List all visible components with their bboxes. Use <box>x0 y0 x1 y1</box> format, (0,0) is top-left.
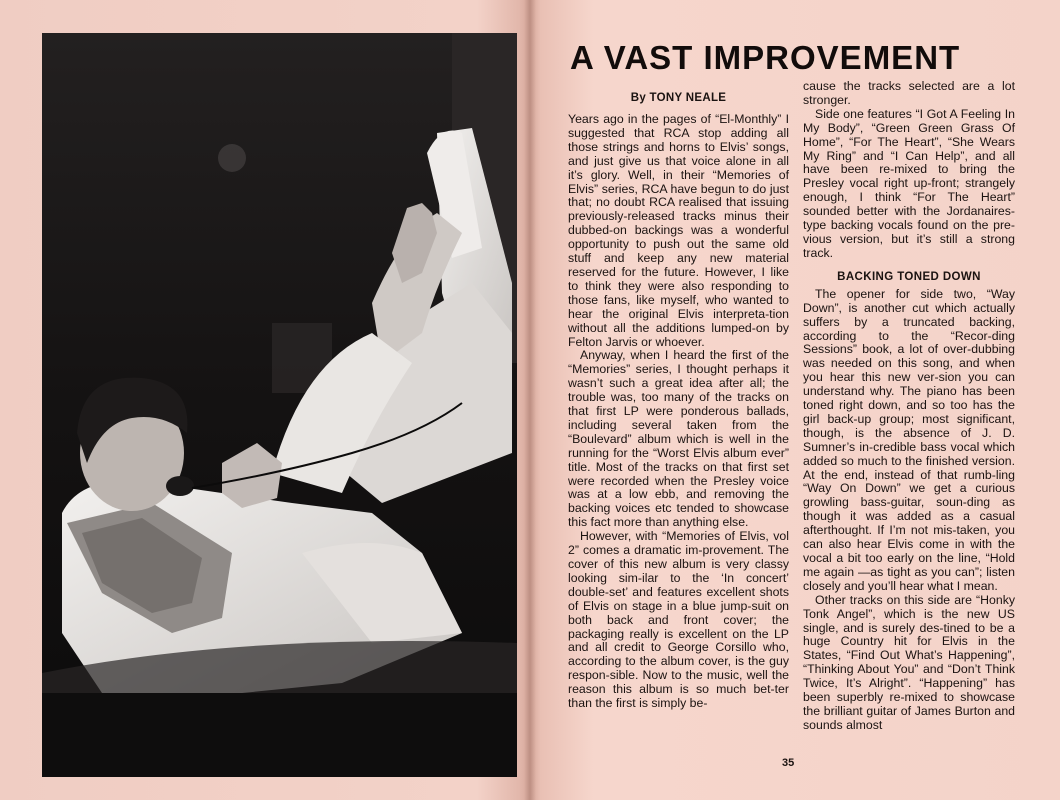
page-number: 35 <box>782 757 795 769</box>
paragraph: Anyway, when I heard the first of the “Memories” series, I thought perhaps it wasn’t such a great idea after all; the trouble was, too many of the tracks on that first LP were ponderous ballads, including several taken from the “Boulevard” album which is well in the running for the “Worst Elvis album ever” title. Most of the tracks on that first set were recorded when the Presley voice was at a low ebb, and removing the backing voices etc tended to showcase this fact more than anything else. <box>568 348 789 530</box>
page-gutter <box>524 0 536 800</box>
paragraph-continued: cause the tracks selected are a lot stronger. <box>803 79 1015 107</box>
paragraph: However, with “Memories of Elvis, vol 2” comes a dramatic im-provement. The cover of this new album is very classy looking sim-ilar to the ‘In concert’ double-set’ and features excellent shots of Elvis on stage in a blue jump-suit on both back and front cover; the packaging really is excellent on the LP and all credit to George Corsillo who, according to the album cover, is the guy respon-sible. Now to the music, well the reason this album is so much bet-ter than the first is simply be- <box>568 529 789 711</box>
photo-performer-with-microphone <box>42 33 517 777</box>
article-column-1 <box>568 90 789 711</box>
article-subhead: BACKING TONED DOWN <box>837 270 981 283</box>
article-byline: By TONY NEALE <box>630 92 727 104</box>
article-headline: A VAST IMPROVEMENT <box>570 39 961 76</box>
paragraph: The opener for side two, “Way Down”, is another cut which actually suffers by a truncated backing, according to the “Recor-ding Sessions” book, a lot of over-dubbing was needed on this song, and when you hear this new ver-sion you can understand why. The piano has been toned right down, and so too has the girl back-up group; most significant, though, is the absence of J. D. Sumner’s in-credible bass vocal which added so much to the finished version. At the end, instead of that rumb-ling “Way On Down” we get a curious growling bass-guitar, soun-ding as though it was added as a casual afterthought. If I’m not mis-taken, you can also hear Elvis come in with the vocal a bit too early on the line, “Hold me again —as tight as you can”; listen closely and you’ll hear what I mean. <box>803 286 1015 593</box>
paragraph: Side one features “I Got A Feeling In My Body”, “Green Green Grass Of Home”, “For The Heart”, “She Wears My Ring” and “I Can Help”, and all have been re-mixed to bring the Presley vocal right up-front; strangely enough, I think “For The Heart” sounded better with the Jordanaires-type backing vocals found on the pre-vious version, but it’s still a strong track. <box>803 106 1015 260</box>
article-column-2 <box>803 80 1015 733</box>
paragraph: Other tracks on this side are “Honky Tonk Angel”, which is the new US single, and is surely des-tined to be a huge Country hit for Elvis in the States, “Find Out What’s Happening”, “Thinking About You” and “Don’t Think Twice, It’s Alright”. “Happening” has been superbly re-mixed to showcase the brilliant guitar of James Burton and sounds almost <box>803 592 1015 732</box>
paragraph: Years ago in the pages of “El-Monthly” I suggested that RCA stop adding all those strings and horns to Elvis’ songs, and just give us that voice alone in all it’s glory. Well, in their “Memories of Elvis” series, RCA have begun to do just that; no doubt RCA realised that issuing previously-released tracks minus their dubbed-on backings was a wonderful opportunity to push out the same old stuff and keep any new material reserved for the future. However, I like to think they were also responding to those fans, like myself, who wanted to hear the original Elvis interpreta-tion without all the additions lumped-on by Felton Jarvis or whoever. <box>568 112 789 349</box>
